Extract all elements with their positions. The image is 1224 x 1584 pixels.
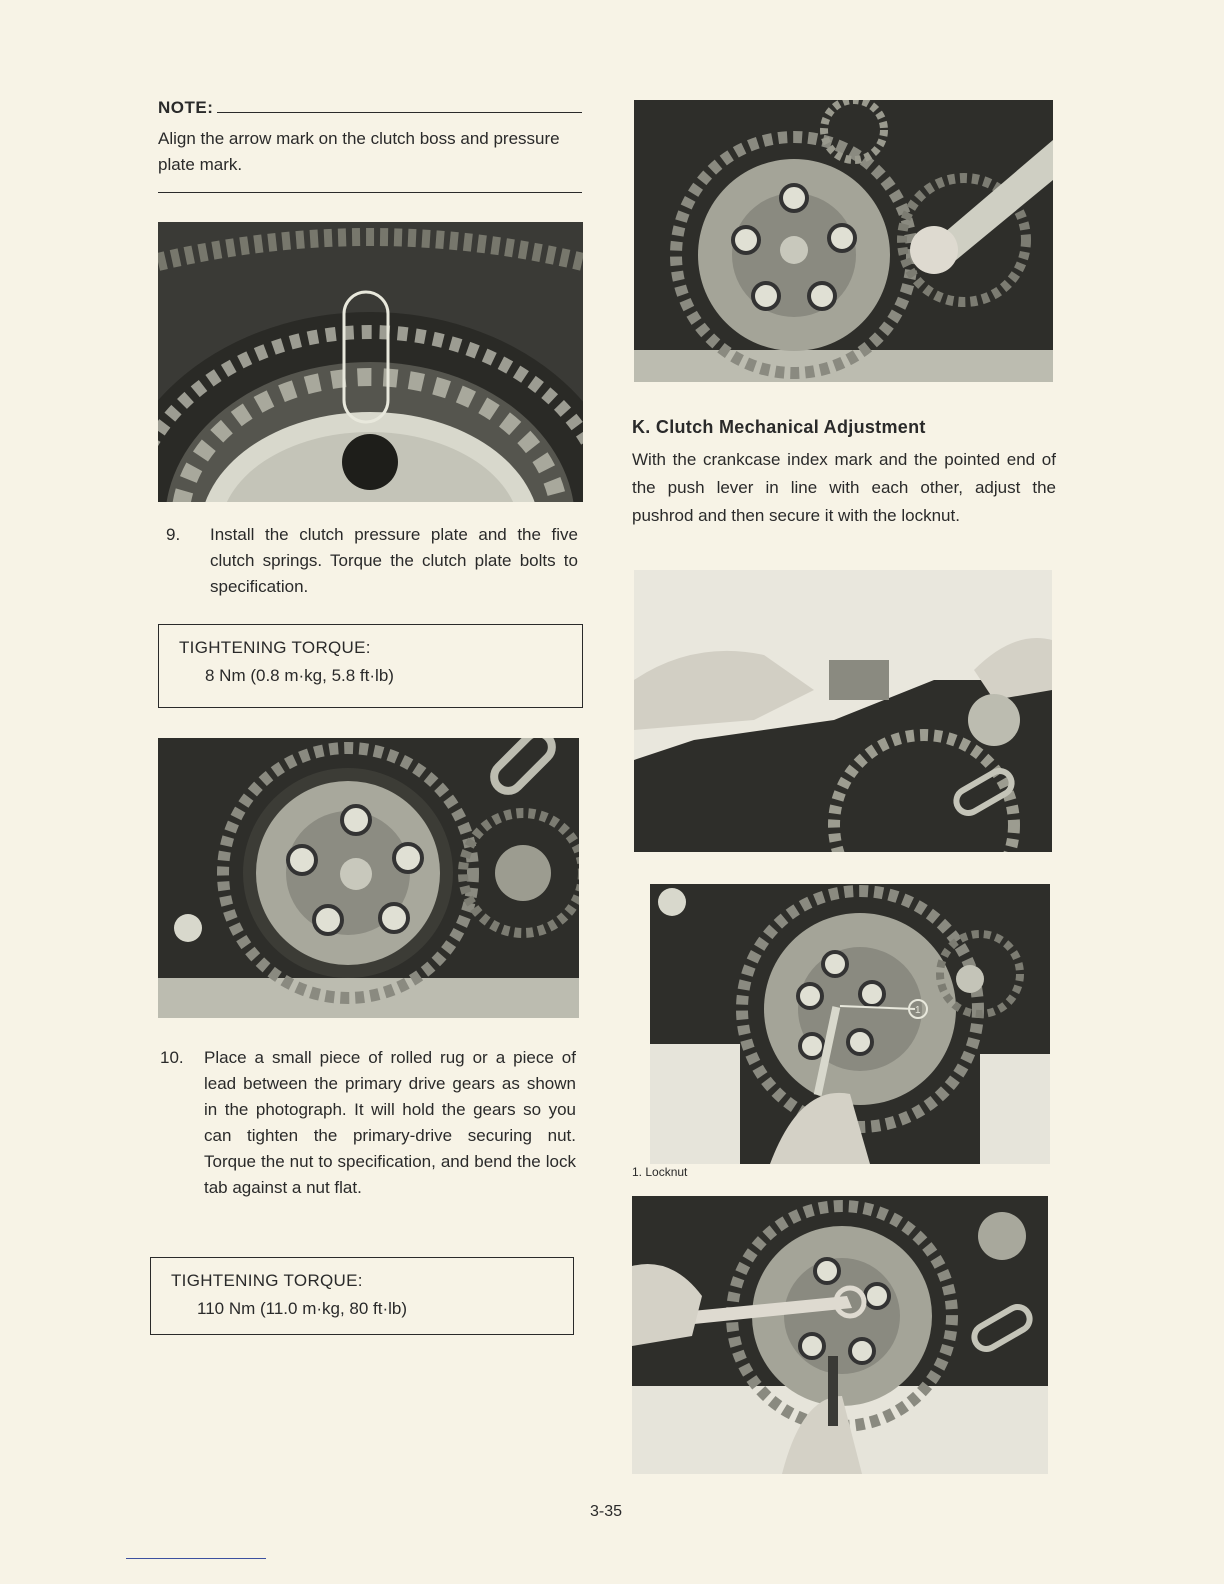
step-10 bbox=[160, 1045, 576, 1201]
torque-spec-box bbox=[158, 624, 583, 708]
push-lever-image bbox=[634, 570, 1052, 852]
page-number: 3-35 bbox=[590, 1503, 623, 1520]
step-text: Place a small piece of rolled rug or a piece of lead between the primary drive gears as shown in the photograph. It will hold the gears so you can tighten the primary-drive securing nut. Torque the nut to specification, and bend the lock tab against a nut flat. bbox=[204, 1048, 576, 1197]
step-number: 10. bbox=[160, 1048, 184, 1067]
note-body: Align the arrow mark on the clutch boss and pressure plate mark. bbox=[158, 129, 560, 174]
step-text: Install the clutch pressure plate and the five clutch springs. Torque the clutch plate bolts to specification. bbox=[210, 525, 578, 596]
section-body: With the crankcase index mark and the pointed end of the push lever in line with each other, adjust the pushrod and then secure it with the locknut. bbox=[632, 450, 1056, 525]
torque-wrench-image bbox=[634, 100, 1053, 382]
torque-value: 8 Nm (0.8 m·kg, 5.8 ft·lb) bbox=[205, 666, 394, 685]
locknut-image bbox=[650, 884, 1050, 1164]
note-title-rule bbox=[217, 112, 582, 113]
photo-torque-wrench-clutch bbox=[634, 100, 1053, 382]
torque-value: 110 Nm (11.0 m·kg, 80 ft·lb) bbox=[197, 1299, 408, 1318]
photo-push-lever-alignment bbox=[634, 570, 1052, 852]
note-heading bbox=[158, 98, 582, 118]
locknut-caption: 1. Locknut bbox=[632, 1165, 688, 1179]
note-title-text: NOTE: bbox=[158, 98, 214, 117]
photo-locknut-wrench bbox=[632, 1196, 1048, 1474]
locknut-callout-number: 1 bbox=[915, 1005, 921, 1016]
step-9 bbox=[166, 522, 578, 600]
torque-label: TIGHTENING TORQUE: bbox=[179, 638, 371, 657]
photo-clutch-boss-alignment bbox=[158, 222, 583, 502]
locknut-wrench-image bbox=[632, 1196, 1048, 1474]
note-bottom-rule bbox=[158, 192, 582, 193]
footer-rule bbox=[126, 1558, 266, 1559]
section-heading: K. Clutch Mechanical Adjustment bbox=[632, 417, 926, 437]
photo-pressure-plate-installed bbox=[158, 738, 579, 1018]
photo-locknut-adjustment bbox=[650, 884, 1050, 1164]
clutch-boss-image bbox=[158, 222, 583, 502]
torque-spec-box bbox=[150, 1257, 574, 1335]
pressure-plate-image bbox=[158, 738, 579, 1018]
step-number: 9. bbox=[166, 525, 181, 544]
torque-label: TIGHTENING TORQUE: bbox=[171, 1271, 363, 1290]
